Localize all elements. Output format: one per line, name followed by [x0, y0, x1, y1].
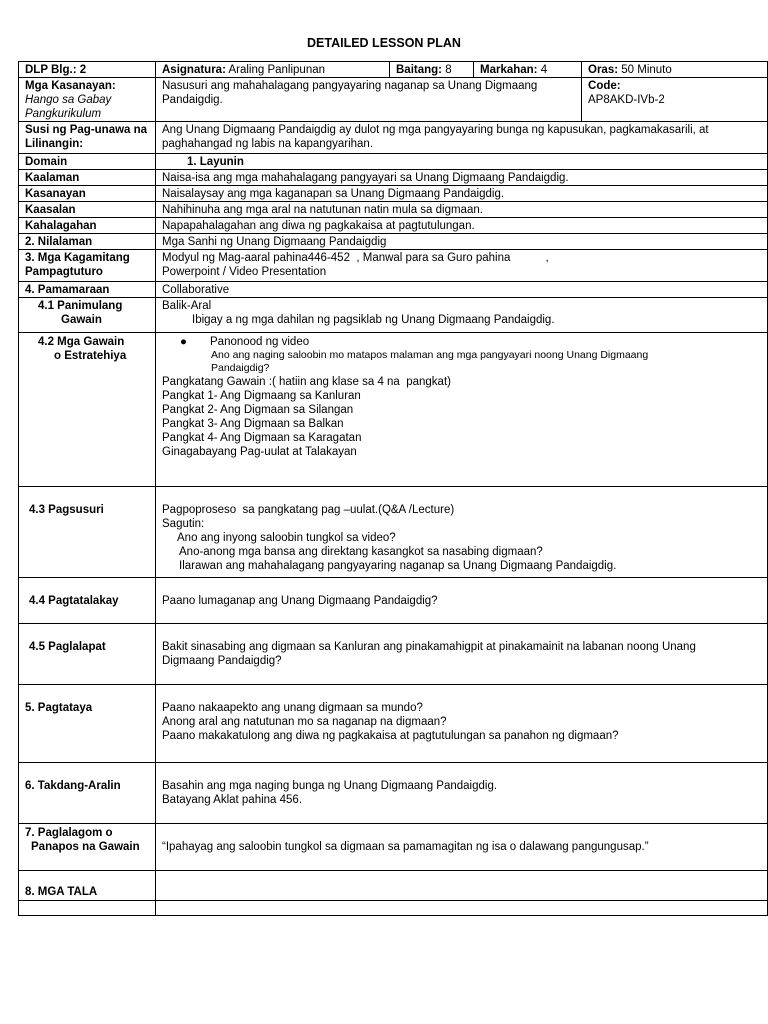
gawain-line: Pangkat 1- Ang Digmaang sa Kanluran [162, 390, 361, 402]
blank-cell [19, 901, 156, 916]
pagtataya-row [19, 685, 768, 763]
pagtatalakay-label: 4.4 Pagtatalakay [19, 578, 156, 624]
kasanayan-row [19, 78, 768, 122]
gawain-row [19, 333, 768, 487]
paglalapat-text: Bakit sinasabing ang digmaan sa Kanluran ang pinakamahigpit at pinakamainit na labanan noong Unang Digmaang Pandaigdig? [156, 624, 768, 685]
lesson-plan-table [18, 61, 768, 916]
layunin-text: Nahihinuha ang mga aral na natutunan natin mula sa digmaan. [156, 202, 768, 218]
kagamitang-label: 3. Mga Kagamitang Pampagtuturo [19, 250, 156, 282]
domain-row [19, 154, 768, 170]
pagtatalakay-text: Paano lumaganap ang Unang Digmaang Pandaigdig? [156, 578, 768, 624]
layunin-heading: 1. Layunin [156, 154, 768, 170]
layunin-row [19, 186, 768, 202]
tala-row [19, 871, 768, 901]
kasanayan-text: Nasusuri ang mahahalagang pangyayaring naganap sa Unang Digmaang Pandaigdig. [156, 78, 582, 122]
layunin-row [19, 218, 768, 234]
nilalaman-text: Mga Sanhi ng Unang Digmaang Pandaigdig [156, 234, 768, 250]
pamamaraan-row [19, 282, 768, 298]
takdang-label: 6. Takdang-Aralin [19, 763, 156, 824]
gawain-line: Pangkat 3- Ang Digmaan sa Balkan [162, 418, 344, 430]
dlp-cell: DLP Blg.: 2 [19, 62, 156, 78]
bullet-icon: ● [180, 336, 187, 348]
gawain-line: Pangkatang Gawain :( hatiin ang klase sa 4 na pangkat) [162, 376, 451, 388]
paglalagom-text: “Ipahayag ang saloobin tungkol sa digmaan sa pamamagitan ng isa o dalawang pangungusap.” [156, 824, 768, 871]
pamamaraan-text: Collaborative [156, 282, 768, 298]
susi-text: Ang Unang Digmaang Pandaigdig ay dulot ng mga pangyayaring bunga ng kapusukan, pagkamakasarili, at paghahangad ng labis na kapangyarihan. [156, 122, 768, 154]
tala-text [156, 871, 768, 901]
layunin-text: Napapahalagahan ang diwa ng pagkakaisa at pagtutulungan. [156, 218, 768, 234]
gawain-label: 4.2 Mga Gawain o Estratehiya [19, 333, 156, 487]
blank-cell [156, 901, 768, 916]
pamamaraan-label: 4. Pamamaraan [19, 282, 156, 298]
layunin-row [19, 170, 768, 186]
pagtataya-label: 5. Pagtataya [19, 685, 156, 763]
kagamitang-text: Modyul ng Mag-aaral pahina446-452 , Manwal para sa Guro pahina , Powerpoint / Video Presentation [156, 250, 768, 282]
layunin-row [19, 202, 768, 218]
gawain-line: Ginagabayang Pag-uulat at Talakayan [162, 446, 357, 458]
oras-cell: Oras: 50 Minuto [582, 62, 768, 78]
tala-blank-row [19, 901, 768, 916]
gawain-line: Pangkat 2- Ang Digmaan sa Silangan [162, 404, 354, 416]
takdang-row [19, 763, 768, 824]
paglalagom-label: 7. Paglalagom o Panapos na Gawain [19, 824, 156, 871]
paglalapat-row [19, 624, 768, 685]
takdang-text: Basahin ang mga naging bunga ng Unang Digmaang Pandaigdig. Batayang Aklat pahina 456. [156, 763, 768, 824]
baitang-cell: Baitang: 8 [390, 62, 474, 78]
susi-label: Susi ng Pag-unawa na Lilinangin: [19, 122, 156, 154]
paglalapat-label: 4.5 Paglalapat [19, 624, 156, 685]
layunin-text: Naisa-isa ang mga mahahalagang pangyayari sa Unang Digmaang Pandaigdig. [156, 170, 768, 186]
pagsusuri-row [19, 487, 768, 578]
paglalagom-row [19, 824, 768, 871]
layunin-label: Kaalaman [19, 170, 156, 186]
pagsusuri-text: Pagpoproseso sa pangkatang pag –uulat.(Q&A /Lecture) Sagutin: Ano ang inyong saloobin tungkol sa video? Ano-anong mga bansa ang direktang kasangkot sa nasabing digmaan? Ilarawan ang mahahalagang pangyayaring naganap sa Unang Digmaang Pandaigdig. [156, 487, 768, 578]
layunin-label: Kaasalan [19, 202, 156, 218]
pagsusuri-label: 4.3 Pagsusuri [19, 487, 156, 578]
gawain-bullet: ● Panonood ng video [180, 336, 310, 348]
asignatura-cell: Asignatura: Araling Panlipunan [156, 62, 390, 78]
kagamitang-row [19, 250, 768, 282]
pagtataya-text: Paano nakaapekto ang unang digmaan sa mundo? Anong aral ang natutunan mo sa naganap na digmaan? Paano makakatulong ang diwa ng pagkakaisa at pagtutulungan sa panahon ng digmaan? [156, 685, 768, 763]
layunin-text: Naisalaysay ang mga kaganapan sa Unang Digmaang Pandaigdig. [156, 186, 768, 202]
susi-row [19, 122, 768, 154]
markahan-cell: Markahan: 4 [474, 62, 582, 78]
panimulang-label: 4.1 Panimulang Gawain [19, 298, 156, 333]
code-cell: Code: AP8AKD-IVb-2 [582, 78, 768, 122]
gawain-line: Pangkat 4- Ang Digmaan sa Karagatan [162, 432, 362, 444]
kasanayan-label: Mga Kasanayan: Hango sa Gabay Pangkurikulum [19, 78, 156, 122]
panimulang-text: Balik-Aral Ibigay a ng mga dahilan ng pagsiklab ng Unang Digmaang Pandaigdig. [156, 298, 768, 333]
header-row [19, 62, 768, 78]
nilalaman-label: 2. Nilalaman [19, 234, 156, 250]
nilalaman-row [19, 234, 768, 250]
tala-label: 8. MGA TALA [19, 871, 156, 901]
pagtatalakay-row [19, 578, 768, 624]
domain-label: Domain [19, 154, 156, 170]
gawain-text: ● Panonood ng video Ano ang naging saloobin mo matapos malaman ang mga pangyayari noong Unang Digmaang Pandaigdig? Pangkatang Gawain :( hatiin ang klase sa 4 na pangkat) Pangkat 1- Ang Digmaang sa Kanluran Pangkat 2- Ang Digmaan sa Silangan Pangkat 3- Ang Digmaan sa Balkan Pangkat 4- Ang Digmaan sa Karagatan Ginagabayang Pag-uulat at Talakayan [156, 333, 768, 487]
document-title: DETAILED LESSON PLAN [307, 36, 461, 50]
panimulang-row [19, 298, 768, 333]
layunin-label: Kahalagahan [19, 218, 156, 234]
layunin-label: Kasanayan [19, 186, 156, 202]
